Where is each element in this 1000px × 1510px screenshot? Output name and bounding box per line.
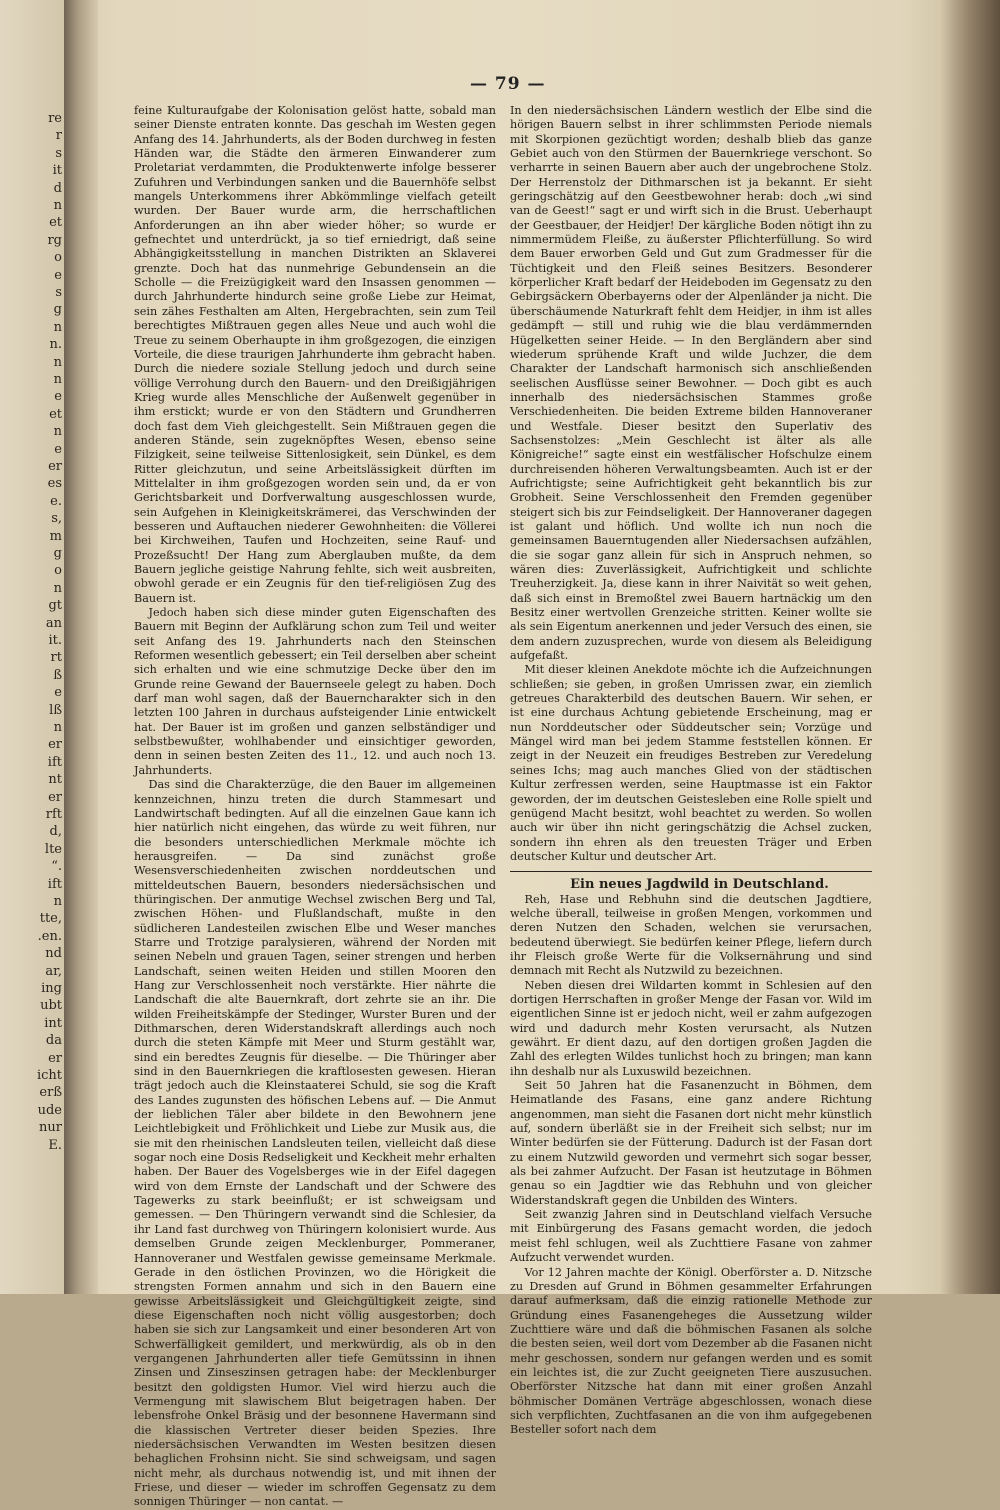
left-page-fragment: lte xyxy=(44,841,62,857)
left-page-fragment: nd xyxy=(45,946,62,962)
left-page-fragment: er xyxy=(48,459,62,474)
page-right-edge xyxy=(940,0,1000,1294)
left-page-fragment: d xyxy=(53,180,62,196)
left-page-fragment: s xyxy=(55,285,62,300)
left-page-fragment: er xyxy=(48,737,62,753)
left-page-fragment: ing xyxy=(41,981,62,996)
paragraph: Das sind die Charakterzüge, die den Bauer im allgemeinen kennzeichnen, hinzu treten die durch Stammesart und Landwirtschaft bedingten. Auf all die einzelnen Gaue kann ich hier natürlich nicht eingehen, das würde zu weit führen, nur die besonders unterschiedlichen Merkmale möchte ich herausgreifen. — Da sind zunächst große Wesensverschiedenheiten zwischen norddeutschen und mitteldeutschen Bauern, besonders niedersächsischen und thüringischen. Der anmutige Wechsel zwischen Berg und Tal, zwischen Höhen- und Flußlandschaft, mußte in den südlicheren Landesteilen zwischen Elbe und Weser manches Starre und Trotzige paralysieren, während der Norden mit seinen Nebeln und grauen Tagen, seiner strengen und herben Landschaft, seinen weiten Heiden und stillen Mooren den Hang zur Verschlossenheit noch verstärkte. Hier nährte die Landschaft die alte Bauernkraft, dort zehrte sie an ihr. Die wilden Freiheitskämpfe der Stedinger, Wurster Buren und der Dithmarschen, deren Widerstandskraft allerdings auch noch durch die steten Kämpfe mit Meer und Sturm gestählt war, sind ein beredtes Zeugnis für dieselbe. — Die Thüringer aber sind in den Bauernkriegen die kraftlosesten gewesen. Hieran trägt jedoch auch die Kleinstaaterei Schuld, sie sog die Kraft des Landes zugunsten des höfischen Lebens auf. — Die Anmut der lieblichen Täler aber bildete in den Bewohnern jene Leichtlebigkeit und Fröhlichkeit und Liebe zur Musik aus, die sie mit den rheinischen Landsleuten teilen, vielleicht daß diese sogar noch eine Dosis Redseligkeit und Keckheit mehr erhalten haben. Der Bauer des Vogelsberges wie in der Eifel dagegen wird von dem Ernste der Landschaft und der Schwere des Tagewerks zu stark beeinflußt; er ist schweigsam und gemessen. — Den Thüringern verwandt sind die Schlesier, da ihr Land fast durchweg von Thüringern kolonisiert wurde. Aus demselben Grunde zeigen Mecklenburger, Pommeraner, Hannoveraner und Westfalen gewisse gemeinsame Merkmale. Gerade in den östlichen Provinzen, wo die Hörigkeit die strengsten Formen annahm und sich in den Bauern eine gewisse Arbeitslässigkeit und Gleichgültigkeit zeigte, sind diese Eigenschaften noch nicht völlig ausgestorben; doch haben sie sich zur Langsamkeit und einer besonderen Art von Schwerfälligkeit gemildert, und merkwürdig, als ob in den vergangenen Jahrhunderten aller tiefe Gemütssinn in ihnen Zinsen und Zinseszinsen getragen habe: der Mecklenburger besitzt den goldigsten Humor. Viel wird hierzu auch die Vermengung mit slawischem Blut beigetragen haben. Der lebensfrohe Onkel Bräsig und der besonnene Havermann sind die klassischen Vertreter dieser beiden Spezies. Ihre niedersächsischen Verwandten im Westen besitzen diesen behaglichen Frohsinn nicht. Sie sind schweigsam, und sagen nicht mehr, als durchaus notwendig ist, und mit ihnen der Friese, und dieser — wieder im schroffen Gegensatz zu dem sonnigen Thüringer — non cantat. — xyxy=(134,778,496,1509)
left-page-fragment: E. xyxy=(48,1137,62,1153)
paragraph: Reh, Hase und Rebhuhn sind die deutschen Jagdtiere, welche überall, teilweise in großen Mengen, vorkommen und deren Nutzen den Schaden, welchen sie verursachen, bedeutend überwiegt. Sie bedürfen keiner Pflege, liefern durch ihr Fleisch große Werte für die Volksernährung und sind demnach mit Recht als Nutzwild zu bezeichnen. xyxy=(510,892,872,978)
left-page-fragment: an xyxy=(45,615,62,631)
left-page-fragment: icht xyxy=(36,1068,62,1083)
left-page-fragment: e. xyxy=(50,493,62,509)
left-page-fragment: er xyxy=(48,1050,62,1066)
left-page-fragment: g xyxy=(53,546,62,561)
left-page-fragment: s xyxy=(55,145,62,161)
left-page-fragment: erß xyxy=(39,1085,62,1101)
article-title: Ein neues Jagdwild in Deutschland. xyxy=(570,877,829,893)
left-page-fragment: m xyxy=(49,528,62,544)
paragraph: Seit 50 Jahren hat die Fasanenzucht in Böhmen, dem Heimatlande des Fasans, eine ganz andere Richtung angenommen, man sieht die Fasanen dort nicht mehr künstlich auf, sondern überläßt sie in der Freiheit sich selbst; nur im Winter bedürfen sie der Fütterung. Dadurch ist der Fasan dort zu einem Nutzwild geworden und vermehrt sich sogar besser, als bei zahmer Aufzucht. Der Fasan ist heutzutage in Böhmen genau so ein Jagdtier wie das Rebhuhn und von gleicher Widerstandskraft gegen die Unbilden des Winters. xyxy=(510,1079,872,1207)
left-page-fragment: es xyxy=(47,476,62,492)
paragraph: Neben diesen drei Wildarten kommt in Schlesien auf den dortigen Herrschaften in großer Menge der Fasan vor. Wild im eigentlichen Sinne ist er jedoch nicht, weil er zahm aufgezogen wird und dadurch mehr Kosten verursacht, als Nutzen gewährt. Er dient dazu, auf den dortigen großen Jagden die Zahl des erlegten Wildes tunlichst hoch zu bringen; man kann ihn deshalb nur als Luxuswild bezeichnen. xyxy=(510,978,872,1078)
left-page-fragment: et xyxy=(49,406,62,422)
left-page-fragment: n xyxy=(53,198,62,213)
left-page-fragment: n xyxy=(53,580,62,596)
left-page-fragment: ar, xyxy=(45,963,62,979)
left-page-fragment: r xyxy=(55,128,62,144)
column-right xyxy=(510,104,872,1438)
left-page-fragment: ude xyxy=(37,1102,62,1118)
left-page-fragment: ß xyxy=(53,667,62,683)
left-page-fragment: e xyxy=(54,685,62,701)
left-page-fragment: .en. xyxy=(37,928,62,944)
left-page-fragment: n xyxy=(53,372,62,387)
left-page-fragment: et xyxy=(49,215,62,231)
paragraph: In den niedersächsischen Ländern westlich der Elbe sind die hörigen Bauern selbst in ihrer schlimmsten Periode niemals mit Skorpionen gezüchtigt worden; deshalb blieb das ganze Gebiet auch von den Stürmen der Bauernkriege verschont. So verharrte in seinen Bauern aber auch der ungebrochene Stolz. Der Herrenstolz der Dithmarschen ist ja bekannt. Er sieht geringschätzig auf den Geestbewohner herab: doch „wi sind van de Geest!“ sagt er und wirft sich in die Brust. Ueberhaupt der Geestbauer, der Heidjer! Der kärgliche Boden nötigt ihn zu nimmermüdem Fleiße, zu äußerster Pflichterfüllung. So wird dem Bauer erworben Geld und Gut zum Gradmesser für die Tüchtigkeit und den Fleiß seines Besitzers. Besonderer körperlicher Kraft bedarf der Heideboden im Gegensatz zu den Gebirgsäckern Oberbayerns oder der Alpenländer ja nicht. Die überschäumende Naturkraft fehlt dem Heidjer, in ihm ist alles gedämpft — still und ruhig wie die blau verdämmernden Hügelketten seiner Heide. — In den Bergländern aber sind wiederum sprühende Kraft und wilde Juchzer, die dem Charakter der Landschaft harmonisch sich anschließenden seelischen Ausflüsse seiner Bewohner. — Doch gibt es auch innerhalb des niedersächsischen Stammes große Verschiedenheiten. Die beiden Extreme bilden Hannoveraner und Westfale. Dieser besitzt den Superlativ des Sachsenstolzes: „Mein Geschlecht ist älter als alle Königreiche!“ sagte einst ein westfälischer Hofschulze einem durchreisenden höheren Verwaltungsbeamten. Auch ist er der Aufrichtigste; seine Aufrichtigkeit geht bekanntlich bis zur Grobheit. Seine Verschlossenheit den Fremden gegenüber steigert sich bis zur Feindseligkeit. Der Hannoveraner dagegen ist galant und höflich. Und wollte ich nun noch die gemeinsamen Bauerntugenden aller Niedersachsen aufzählen, die sie sogar ganz allein für sich in Anspruch nehmen, so wären dies: Zuverlässigkeit, Aufrichtigkeit und schlichte Treuherzigkeit. Ja, diese kann in ihrer Naivität so weit gehen, daß sich einst in Bremoßtel zwei Bauern hartnäckig um den Besitz einer wertvollen Grenzeiche stritten. Keiner wollte sie als sein Eigentum anerkennen und jeder Versuch des einen, sie dem andern zuzusprechen, wurde von diesem als Beleidigung aufgefaßt. xyxy=(510,104,872,663)
left-page-fragment: tte, xyxy=(39,911,62,927)
left-page-fragment: n xyxy=(53,424,62,440)
paragraph: Vor 12 Jahren machte der Königl. Oberförster a. D. Nitzsche zu Dresden auf Grund in Böhmen gesammelter Erfahrungen darauf aufmerksam, daß die einzig rationelle Methode zur Gründung eines Fasanengeheges die Aussetzung wilder Zuchttiere wäre und daß die böhmischen Fasanen als solche die besten seien, weil dort vom Dezember ab die Fasanen nicht mehr geschossen, sondern nur gefangen werden und es somit ein leichtes ist, die zur Zucht geeigneten Tiere auszusuchen. Oberförster Nitzsche hat dann mit einer großen Anzahl böhmischer Domänen Verträge abgeschlossen, wonach diese sich verpflichten, Zuchtfasanen an die von ihm aufgegebenen Besteller sofort nach dem xyxy=(510,1265,872,1437)
left-page-fragment: ubt xyxy=(40,998,62,1014)
left-page-fragment: e xyxy=(54,441,62,457)
left-page-edge xyxy=(0,0,64,1294)
left-page-fragment: n. xyxy=(49,337,62,353)
left-page-fragment: d, xyxy=(49,824,62,840)
section-divider xyxy=(510,871,872,872)
left-page-fragment: e xyxy=(54,389,62,405)
column-left xyxy=(134,104,496,1510)
left-page-fragment: re xyxy=(48,111,62,126)
left-page-fragment: n xyxy=(53,720,62,735)
left-page-fragment: int xyxy=(44,1015,62,1031)
left-page-fragment: er xyxy=(48,789,62,805)
left-page-fragment: gt xyxy=(48,598,62,614)
page-number: — 79 — xyxy=(470,74,546,94)
paragraph: Jedoch haben sich diese minder guten Eigenschaften des Bauern mit Beginn der Aufklärung schon zum Teil und weiter seit Anfang des 19. Jahrhunderts nach den Steinschen Reformen wesentlich gebessert; ein Teil derselben aber scheint sich erhalten und wie eine schmutzige Decke über den im Grunde reine Gewand der Bauernseele gelegt zu haben. Doch darf man wohl sagen, daß der Bauerncharakter sich in den letzten 100 Jahren in durchaus aufsteigender Linie entwickelt hat. Der Bauer ist im großen und ganzen selbständiger und selbstbewußter, wohlhabender und einsichtiger geworden, denn in seinen besten Zeiten des 11., 12. und auch noch 13. Jahrhunderts. xyxy=(134,606,496,777)
left-page-fragment: o xyxy=(54,250,62,266)
left-page-fragment: lß xyxy=(49,702,62,718)
left-page-fragment: n xyxy=(53,894,62,909)
paragraph: Seit zwanzig Jahren sind in Deutschland vielfach Versuche mit Einbürgerung des Fasans gemacht worden, die jedoch meist fehl schlugen, weil als Zuchttiere Fasane von zahmer Aufzucht verwendet wurden. xyxy=(510,1208,872,1265)
left-page-fragment: it. xyxy=(48,633,62,648)
left-page-fragment: da xyxy=(45,1033,62,1049)
left-page-fragment: rft xyxy=(45,807,62,822)
left-page-fragment: ift xyxy=(47,876,62,892)
left-page-fragment: o xyxy=(54,563,62,579)
left-page-fragment: it xyxy=(52,163,62,179)
left-page-fragment: n xyxy=(53,319,62,335)
left-page-fragment: s, xyxy=(51,511,62,527)
left-page-fragment: rg xyxy=(47,232,62,248)
left-page-fragment: “. xyxy=(51,859,62,875)
left-page-fragment: rt xyxy=(50,650,62,666)
paragraph: Mit dieser kleinen Anekdote möchte ich die Aufzeichnungen schließen; sie geben, in großen Umrissen zwar, ein ziemlich getreues Charakterbild des deutschen Bauern. Wir sehen, er ist eine durchaus Achtung gebietende Erscheinung, mag er nun Norddeutscher oder Süddeutscher sein; Vorzüge und Mängel wird man bei jedem Stamme feststellen können. Er zeigt in der Neuzeit ein freudiges Bestreben zur Veredelung seines Ichs; mag auch manches Glied von der städtischen Kultur zerfressen werden, seine Hauptmasse ist ein Faktor geworden, der im deutschen Geistesleben eine Rolle spielt und genügend Macht besitzt, wohl beachtet zu werden. So wollen auch wir über ihn nicht geringschätzig die Achsel zucken, sondern ihn ehren als den treuesten Träger und Erben deutscher Kultur und deutscher Art. xyxy=(510,663,872,863)
paragraph: feine Kulturaufgabe der Kolonisation gelöst hatte, sobald man seiner Dienste entraten konnte. Das geschah im Westen gegen Anfang des 14. Jahrhunderts, als der Boden durchweg in festen Händen war, die Städte den ärmeren Einwanderer zum Proletariat verdammten, die Produktenwerte infolge besserer Zufuhren und Verbindungen sanken und die Bauernhöfe selbst mangels Unterkommens ihrer Abkömmlinge vielfach geteilt wurden. Der Bauer wurde arm, die herrschaftlichen Anforderungen an ihn aber wieder höher; so wurde er gefnechtet und unterdrückt, ja so tief erniedrigt, daß seine Abhängigkeitsstellung in manchen Distrikten an Sklaverei grenzte. Doch hat das nunmehrige Gebundensein an die Scholle — die Freizügigkeit ward den Insassen genommen — durch Jahrhunderte hindurch seine große Liebe zur Heimat, sein zähes Festhalten am Alten, Hergebrachten, sein zum Teil berechtigtes Mißtrauen gegen alles Neue und auch wohl die Treue zu seinem Oberhaupte in ihm großgezogen, die einzigen Vorteile, die diese traurigen Jahrhunderte ihm gebracht haben. Durch die niedere soziale Stellung jedoch und durch seine völlige Verrohung durch den Bauern- und den Dreißigjährigen Krieg wurde alles Menschliche der Außenwelt gegenüber in ihm erstickt; wurde er von den Städtern und Grundherren doch fast dem Vieh gleichgestellt. Sein Mißtrauen gegen die anderen Stände, sein zugeknöpftes Wesen, ebenso seine Filzigkeit, seine teilweise Sittenlosigkeit, sein Dünkel, es dem Ritter gleichzutun, und seine Arbeitslässigkeit dürften im Mittelalter in ihm großgezogen worden sein und, da er von Gerichtsbarkeit und Dorfverwaltung ausgeschlossen wurde, sein Aufgehen in Kleinigkeitskrämerei, das Verschwinden der besseren und Auftauchen niederer Gewohnheiten: die Völlerei bei Kirchweihen, Taufen und Hochzeiten, seine Rauf- und Prozeßsucht! Der Hang zum Aberglauben mußte, da dem Bauern jegliche geistige Nahrung fehlte, sich weit ausbreiten, obwohl gerade er ein Zeugnis für den tief-religiösen Zug des Bauern ist. xyxy=(134,104,496,605)
left-page-fragment: nt xyxy=(48,772,62,788)
left-page-fragment: nur xyxy=(39,1120,62,1136)
left-page-fragment: e xyxy=(54,267,62,283)
book-gutter xyxy=(64,0,98,1294)
left-page-fragment: n xyxy=(53,354,62,370)
left-page-fragment: ift xyxy=(47,754,62,770)
left-page-fragment: g xyxy=(53,302,62,318)
